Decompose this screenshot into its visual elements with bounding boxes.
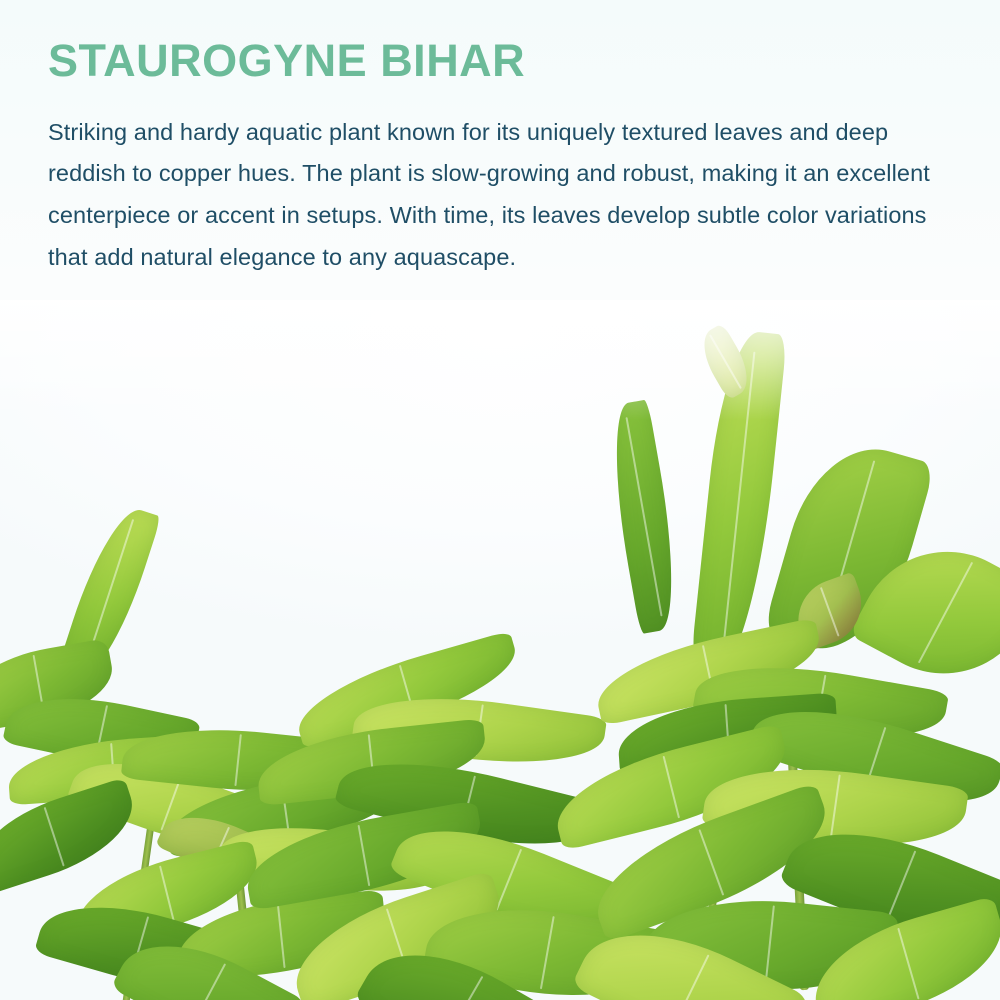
page-title: STAUROGYNE BIHAR [48, 35, 526, 86]
plant-photo [0, 300, 1000, 1000]
text-block [48, 36, 953, 279]
description-text: Striking and hardy aquatic plant known for its uniquely textured leaves and deep reddish to copper hues. The plant is slow-growing and robust, making it an excellent centerpiece or accent in setups. With time, its leaves develop subtle color variations that add natural elegance to any aquascape. [48, 118, 930, 270]
